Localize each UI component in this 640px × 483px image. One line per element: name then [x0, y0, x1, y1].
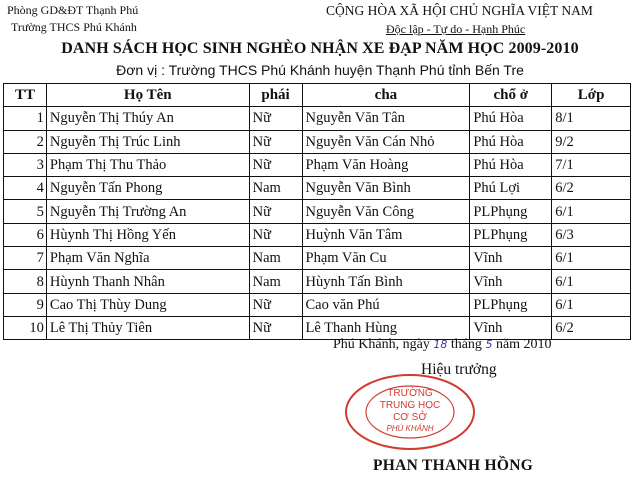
cell-class: 6/1	[552, 200, 631, 223]
table-row	[4, 107, 631, 130]
cell-sex: Nữ	[249, 200, 302, 223]
issuer-department: Phòng GD&ĐT Thạnh Phú	[7, 3, 139, 17]
header-name: Họ Tên	[46, 84, 249, 107]
stamp-line-1: TRƯỜNG	[387, 388, 433, 399]
cell-tt: 4	[4, 177, 47, 200]
cell-sex: Nam	[249, 270, 302, 293]
table-header-row	[4, 84, 631, 107]
cell-class: 6/1	[552, 293, 631, 316]
cell-tt: 1	[4, 107, 47, 130]
cell-class: 8/1	[552, 107, 631, 130]
cell-tt: 6	[4, 223, 47, 246]
cell-father: Hùynh Tấn Bình	[302, 270, 470, 293]
issuer-school: Trường THCS Phú Khánh	[11, 20, 137, 34]
cell-name: Nguyễn Thị Trúc Linh	[46, 130, 249, 153]
cell-tt: 3	[4, 153, 47, 176]
cell-address: Phú Hòa	[470, 153, 552, 176]
stamp-line-2: TRUNG HỌC	[379, 400, 441, 411]
cell-name: Nguyễn Tấn Phong	[46, 177, 249, 200]
cell-father: Nguyễn Văn Công	[302, 200, 470, 223]
cell-tt: 7	[4, 247, 47, 270]
cell-name: Nguyễn Thị Thúy An	[46, 107, 249, 130]
cell-father: Cao văn Phú	[302, 293, 470, 316]
cell-address: PLPhụng	[470, 293, 552, 316]
cell-father: Nguyễn Văn Tân	[302, 107, 470, 130]
cell-address: PLPhụng	[470, 200, 552, 223]
cell-tt: 9	[4, 293, 47, 316]
table-row	[4, 270, 631, 293]
header-address: chổ ở	[470, 84, 552, 107]
cell-tt: 10	[4, 316, 47, 339]
cell-tt: 8	[4, 270, 47, 293]
national-title: CỘNG HÒA XÃ HỘI CHỦ NGHĨA VIỆT NAM	[326, 3, 593, 18]
cell-name: Lê Thị Thủy Tiên	[46, 316, 249, 339]
cell-name: Hùynh Thị Hồng Yến	[46, 223, 249, 246]
header-class: Lớp	[552, 84, 631, 107]
cell-name: Phạm Thị Thu Thảo	[46, 153, 249, 176]
cell-address: Vĩnh	[470, 270, 552, 293]
cell-name: Nguyễn Thị Trường An	[46, 200, 249, 223]
student-table	[3, 83, 631, 340]
cell-name: Cao Thị Thùy Dung	[46, 293, 249, 316]
table-row	[4, 293, 631, 316]
header-tt: TT	[4, 84, 47, 107]
cell-sex: Nữ	[249, 153, 302, 176]
cell-class: 6/2	[552, 177, 631, 200]
cell-address: PLPhụng	[470, 223, 552, 246]
cell-tt: 2	[4, 130, 47, 153]
cell-father: Nguyễn Văn Bình	[302, 177, 470, 200]
national-motto: Độc lập - Tự do - Hạnh Phúc	[386, 22, 526, 36]
cell-sex: Nữ	[249, 316, 302, 339]
cell-sex: Nữ	[249, 293, 302, 316]
signer-name: PHAN THANH HỒNG	[373, 457, 534, 474]
cell-tt: 5	[4, 200, 47, 223]
cell-name: Hùynh Thanh Nhân	[46, 270, 249, 293]
cell-father: Phạm Văn Hoàng	[302, 153, 470, 176]
date-year: năm 2010	[495, 337, 552, 352]
cell-name: Phạm Văn Nghĩa	[46, 247, 249, 270]
cell-class: 6/1	[552, 247, 631, 270]
cell-class: 7/1	[552, 153, 631, 176]
cell-father: Lê Thanh Hùng	[302, 316, 470, 339]
cell-address: Vĩnh	[470, 247, 552, 270]
stamp-line-4: PHÚ KHÁNH	[386, 424, 434, 433]
cell-address: Phú Hòa	[470, 107, 552, 130]
table-row	[4, 153, 631, 176]
cell-class: 6/1	[552, 270, 631, 293]
table-row	[4, 200, 631, 223]
cell-address: Vĩnh	[470, 316, 552, 339]
signing-date	[333, 337, 552, 353]
stamp-line-3: CƠ SỞ	[393, 412, 427, 423]
cell-class: 6/3	[552, 223, 631, 246]
table-row	[4, 247, 631, 270]
cell-father: Nguyễn Văn Cán Nhỏ	[302, 130, 470, 153]
school-stamp	[342, 372, 478, 450]
cell-sex: Nữ	[249, 130, 302, 153]
header-sex: phái	[249, 84, 302, 107]
header-father: cha	[302, 84, 470, 107]
cell-class: 6/2	[552, 316, 631, 339]
table-row	[4, 130, 631, 153]
date-day: 18	[433, 338, 448, 351]
cell-address: Phú Hòa	[470, 130, 552, 153]
cell-sex: Nữ	[249, 223, 302, 246]
cell-father: Huỳnh Văn Tâm	[302, 223, 470, 246]
unit-line: Đơn vị : Trường THCS Phú Khánh huyện Thạnh Phú tỉnh Bến Tre	[116, 62, 524, 78]
date-month-label: tháng	[450, 337, 482, 352]
cell-sex: Nam	[249, 177, 302, 200]
cell-address: Phú Lợi	[470, 177, 552, 200]
cell-sex: Nữ	[249, 107, 302, 130]
date-prefix: Phú Khánh, ngày	[333, 337, 430, 352]
cell-class: 9/2	[552, 130, 631, 153]
date-month: 5	[485, 338, 493, 351]
cell-sex: Nam	[249, 247, 302, 270]
table-row	[4, 223, 631, 246]
signer-role: Hiệu trưởng	[421, 361, 497, 378]
cell-father: Phạm Văn Cu	[302, 247, 470, 270]
table-row	[4, 177, 631, 200]
document-title: DANH SÁCH HỌC SINH NGHÈO NHẬN XE ĐẠP NĂM HỌC 2009-2010	[61, 40, 579, 57]
